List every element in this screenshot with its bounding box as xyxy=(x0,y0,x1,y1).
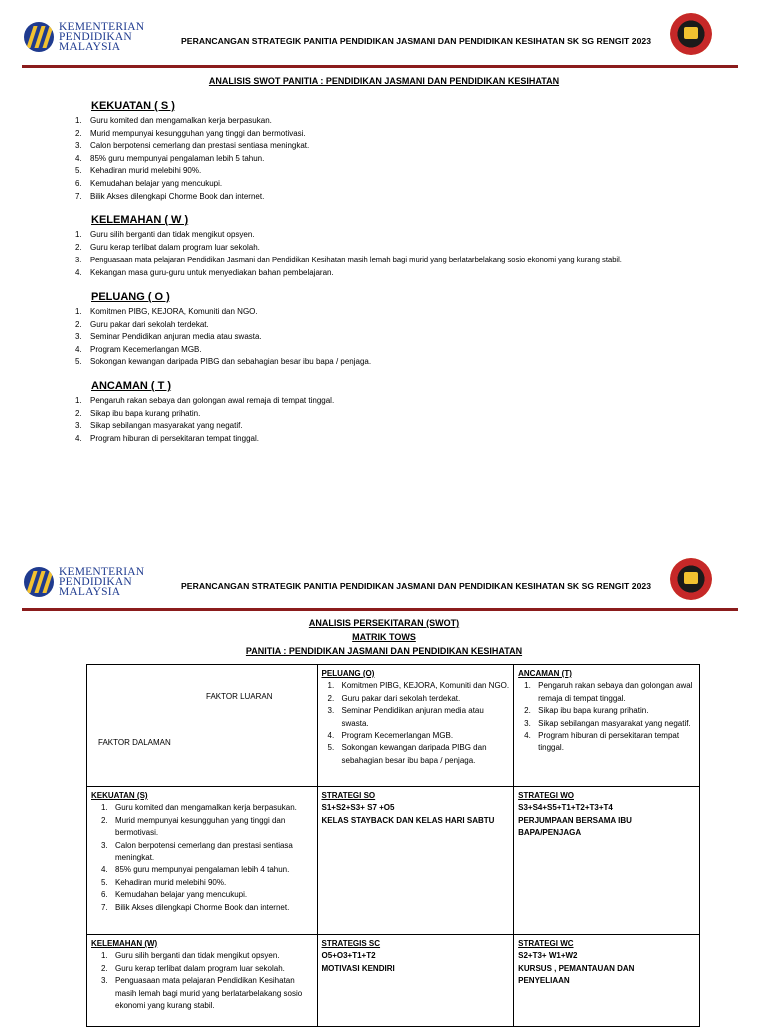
list-item: 6. Kemudahan belajar yang mencukupi. xyxy=(75,178,223,188)
list-item: 4. Program Kecemerlangan MGB. xyxy=(327,731,454,741)
section-kekuatan xyxy=(0,100,768,203)
list-item: 4. Kekangan masa guru-guru untuk menyediakan bahan pembelajaran. xyxy=(75,267,334,277)
kelemahan-list xyxy=(0,229,768,279)
cell-heading: ANCAMAN (T) xyxy=(518,669,572,678)
list-item: 1. Guru silih berganti dan tidak mengikut opsyen. xyxy=(101,951,280,961)
kelemahan-cell xyxy=(87,935,318,1027)
swot-title: ANALISIS SWOT PANITIA : PENDIDIKAN JASMANI DAN PENDIDIKAN KESIHATAN xyxy=(208,76,560,86)
table-row xyxy=(87,787,700,935)
list-item: 1. Guru silih berganti dan tidak mengikut opsyen. xyxy=(75,230,255,239)
list-item: 2. Murid mempunyai kesungguhan yang tinggi dan bermotivasi. xyxy=(101,815,286,838)
cell-heading: STRATEGIS SC xyxy=(321,939,381,948)
strategi-wc-cell xyxy=(514,935,700,1027)
list-item: 1. Guru komited dan mengamalkan kerja berpasukan. xyxy=(75,116,272,125)
strategy-text: MOTIVASI KENDIRI xyxy=(321,963,395,973)
peluang-list xyxy=(322,680,510,767)
logo-line: MALAYSIA xyxy=(59,586,121,598)
list-item: 4. Program Kecemerlangan MGB. xyxy=(75,344,202,354)
list-item: 1. Komitmen PIBG, KEJORA, Komuniti dan NGO. xyxy=(75,307,258,316)
list-item: 5. Sokongan kewangan daripada PIBG dan sebahagian besar ibu bapa / penjaga. xyxy=(75,357,372,367)
strategy-formula: S1+S2+S3+ S7 +O5 xyxy=(321,803,395,813)
list-item: 2. Guru pakar dari sekolah terdekat. xyxy=(327,693,461,703)
faktor-luaran-label: FAKTOR LUARAN xyxy=(206,692,273,701)
list-item: 7. Bilik Akses dilengkapi Chorme Book dan internet. xyxy=(101,902,290,912)
section-heading: PELUANG ( O ) xyxy=(91,291,170,303)
strategy-text: KELAS STAYBACK DAN KELAS HARI SABTU xyxy=(321,815,495,825)
list-item: 3. Penguasaan mata pelajaran Pendidikan Kesihatan masih lemah bagi murid yang berlatarbelakang sosio ekonomi yang kurang stabil. xyxy=(101,976,303,1011)
strategy-text: KURSUS , PEMANTAUAN DAN PENYELIAAN xyxy=(518,963,635,986)
section-heading: ANCAMAN ( T ) xyxy=(91,380,172,392)
strategy-formula: O5+O3+T1+T2 xyxy=(321,951,376,961)
ministry-logo xyxy=(24,22,144,52)
logo-line: MALAYSIA xyxy=(59,41,121,53)
section-kelemahan xyxy=(0,214,768,279)
tows-title-line: ANALISIS PERSEKITARAN (SWOT) xyxy=(308,618,460,628)
list-item: 6. Kemudahan belajar yang mencukupi. xyxy=(101,890,248,900)
cell-heading: PELUANG (O) xyxy=(321,669,375,678)
logo-line: KEMENTERIAN xyxy=(59,21,145,33)
header-rule xyxy=(22,608,738,611)
school-crest-icon xyxy=(670,13,712,55)
list-item: 3. Seminar Pendidikan anjuran media atau swasta. xyxy=(75,332,262,342)
list-item: 1. Komitmen PIBG, KEJORA, Komuniti dan NGO. xyxy=(327,681,510,691)
page-header xyxy=(0,545,768,607)
faktor-dalaman-label: FAKTOR DALAMAN xyxy=(98,738,171,747)
list-item: 5. Kehadiran murid melebihi 90%. xyxy=(101,877,227,887)
header-title: PERANCANGAN STRATEGIK PANITIA PENDIDIKAN JASMANI DAN PENDIDIKAN KESIHATAN SK SG RENGIT 2023 xyxy=(181,581,652,591)
list-item: 2. Guru kerap terlibat dalam program luar sekolah. xyxy=(101,963,285,973)
list-item: 3. Penguasaan mata pelajaran Pendidikan Jasmani dan Pendidikan Kesihatan masih lemah bagi murid yang berlatarbelakang sosio ekonomi yang kurang stabil. xyxy=(75,255,622,265)
strategy-formula: S2+T3+ W1+W2 xyxy=(518,951,578,961)
ministry-emblem-icon xyxy=(24,567,54,597)
table-row xyxy=(87,935,700,1027)
tows-title-line: PANITIA : PENDIDIKAN JASMANI DAN PENDIDIKAN KESIHATAN xyxy=(245,646,523,656)
section-heading: KEKUATAN ( S ) xyxy=(91,100,175,112)
list-item: 2. Sikap ibu bapa kurang prihatin. xyxy=(75,408,201,418)
tows-matrix-table xyxy=(86,664,700,1027)
peluang-cell xyxy=(317,665,514,787)
ministry-logo xyxy=(24,567,144,597)
kekuatan-list xyxy=(91,802,313,914)
list-item: 4. 85% guru mempunyai pengalaman lebih 4 tahun. xyxy=(101,865,290,875)
list-item: 4. Program hiburan di persekitaran tempat tinggal. xyxy=(524,731,680,753)
list-item: 2. Guru kerap terlibat dalam program luar sekolah. xyxy=(75,242,260,252)
list-item: 1. Guru komited dan mengamalkan kerja berpasukan. xyxy=(101,803,297,813)
cell-heading: STRATEGI SO xyxy=(321,791,376,800)
list-item: 3. Sikap sebilangan masyarakat yang negatif. xyxy=(524,718,691,728)
strategi-sc-cell xyxy=(317,935,514,1027)
list-item: 5. Kehadiran murid melebihi 90%. xyxy=(75,166,202,176)
header-title: PERANCANGAN STRATEGIK PANITIA PENDIDIKAN JASMANI DAN PENDIDIKAN KESIHATAN SK SG RENGIT 2023 xyxy=(181,36,652,46)
list-item: 1. Pengaruh rakan sebaya dan golongan awal remaja di tempat tinggal. xyxy=(75,396,335,405)
ancaman-list xyxy=(518,680,695,754)
page-1 xyxy=(0,0,768,443)
list-item: 2. Guru pakar dari sekolah terdekat. xyxy=(75,319,209,329)
cell-heading: STRATEGI WC xyxy=(518,939,574,948)
header-rule xyxy=(22,65,738,68)
school-crest-icon xyxy=(670,558,712,600)
ministry-emblem-icon xyxy=(24,22,54,52)
page-2 xyxy=(0,545,768,656)
kelemahan-list xyxy=(91,950,313,1012)
section-peluang xyxy=(0,291,768,369)
ancaman-list xyxy=(0,395,768,445)
logo-line: PENDIDIKAN xyxy=(59,576,132,588)
strategy-formula: S3+S4+S5+T1+T2+T3+T4 xyxy=(518,803,613,813)
tows-title-line: MATRIK TOWS xyxy=(352,632,416,642)
strategi-wo-cell xyxy=(514,787,700,935)
list-item: 3. Sikap sebilangan masyarakat yang negatif. xyxy=(75,421,243,431)
faktor-cell xyxy=(87,665,318,787)
peluang-list xyxy=(0,306,768,369)
list-item: 1. Pengaruh rakan sebaya dan golongan awal remaja di tempat tinggal. xyxy=(524,681,693,703)
kekuatan-list xyxy=(0,115,768,203)
list-item: 3. Seminar Pendidikan anjuran media atau swasta. xyxy=(327,706,484,728)
list-item: 5. Sokongan kewangan daripada PIBG dan sebahagian besar ibu bapa / penjaga. xyxy=(327,743,487,765)
kekuatan-cell xyxy=(87,787,318,935)
table-row xyxy=(87,665,700,787)
cell-heading: KELEMAHAN (W) xyxy=(91,939,158,948)
list-item: 4. 85% guru mempunyai pengalaman lebih 5 tahun. xyxy=(75,153,265,163)
list-item: 3. Calon berpotensi cemerlang dan prestasi sentiasa meningkat. xyxy=(75,141,310,151)
ancaman-cell xyxy=(514,665,700,787)
list-item: 7. Bilik Akses dilengkapi Chorme Book dan internet. xyxy=(75,191,265,201)
tows-title-block xyxy=(0,616,768,658)
strategy-text: PERJUMPAAN BERSAMA IBU BAPA/PENJAGA xyxy=(518,815,632,838)
logo-line: KEMENTERIAN xyxy=(59,566,145,578)
cell-heading: KEKUATAN (S) xyxy=(91,791,148,800)
strategi-so-cell xyxy=(317,787,514,935)
list-item: 4. Program hiburan di persekitaran tempat tinggal. xyxy=(75,433,259,443)
cell-heading: STRATEGI WO xyxy=(518,791,574,800)
list-item: 3. Calon berpotensi cemerlang dan prestasi sentiasa meningkat. xyxy=(101,840,293,863)
page-header xyxy=(0,0,768,62)
list-item: 2. Sikap ibu bapa kurang prihatin. xyxy=(524,706,649,716)
logo-line: PENDIDIKAN xyxy=(59,31,132,43)
section-heading: KELEMAHAN ( W ) xyxy=(91,214,189,226)
section-ancaman xyxy=(0,380,768,445)
list-item: 2. Murid mempunyai kesungguhan yang tinggi dan bermotivasi. xyxy=(75,128,306,138)
